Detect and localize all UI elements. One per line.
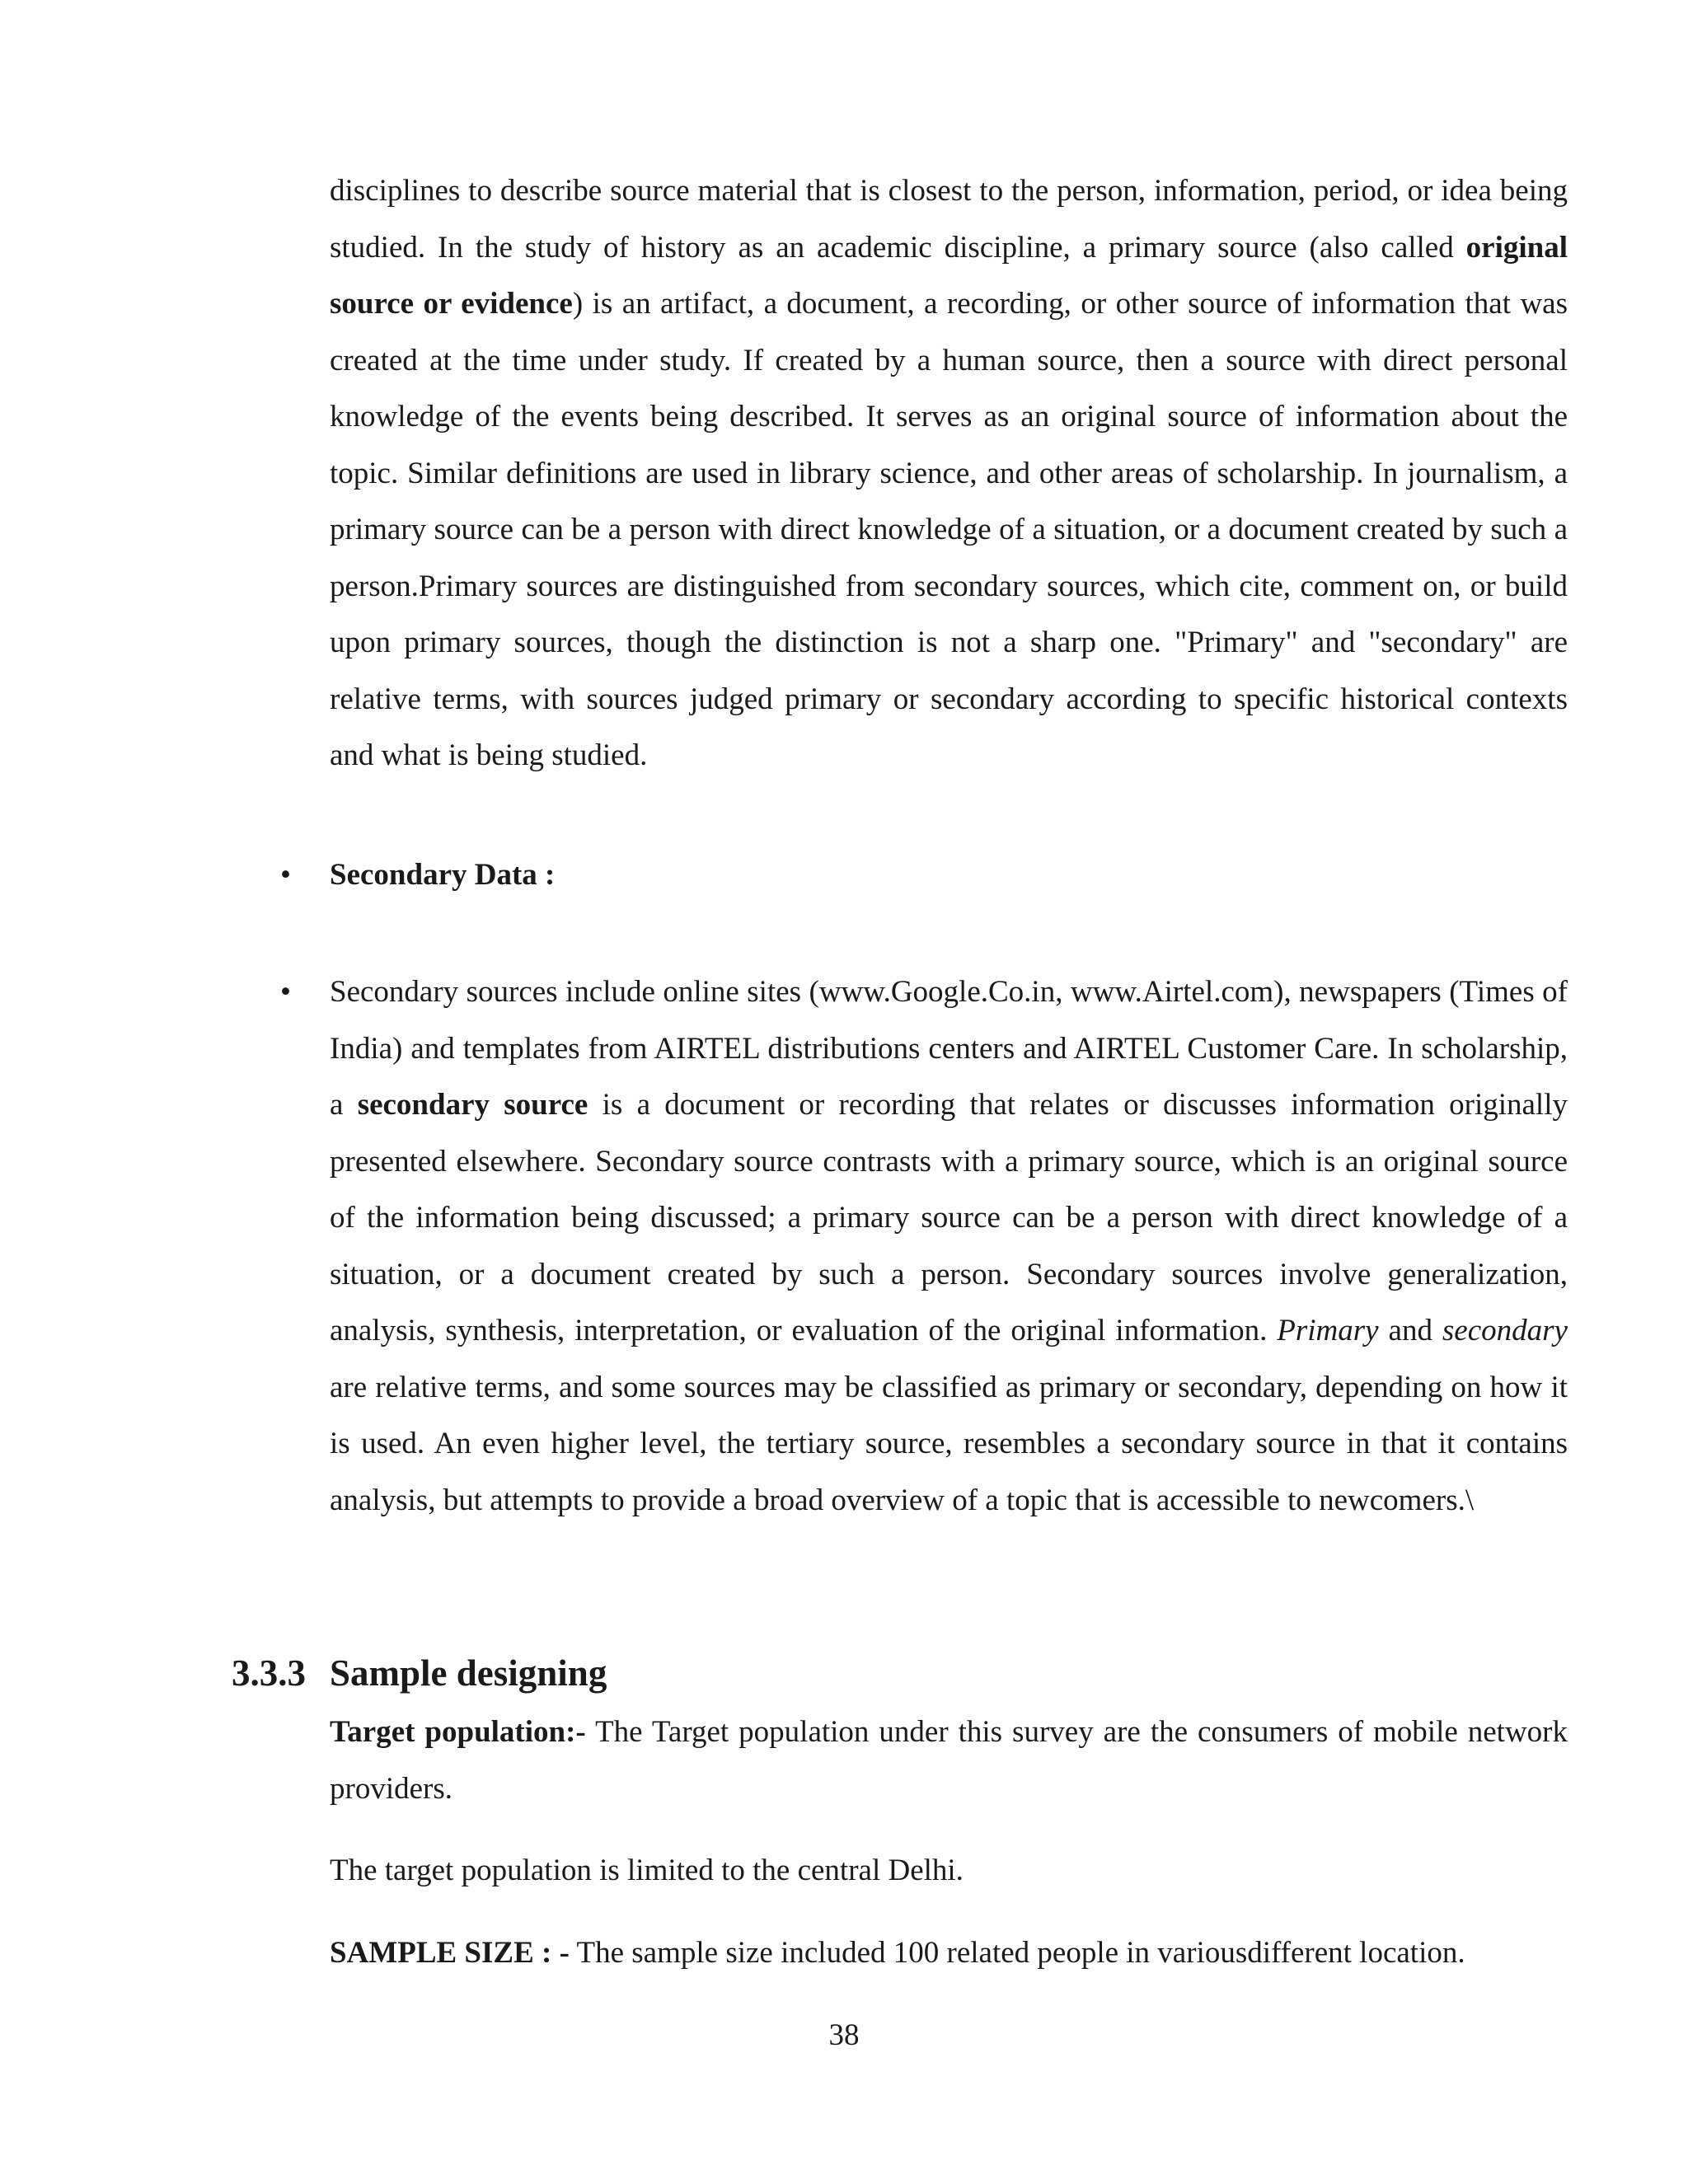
primary-text-1: disciplines to describe source material that is closest to the person, information, period, or idea being studied. In the study of history as an academic discipline, a primary source (also called	[330, 174, 1568, 265]
secondary-text-3: and	[1378, 1314, 1442, 1347]
sample-size-paragraph	[330, 1925, 1568, 1982]
secondary-bold-term: secondary source	[357, 1088, 588, 1122]
target-population-paragraph	[330, 1704, 1568, 1817]
limit-text: The target population is limited to the central Delhi.	[330, 1854, 964, 1887]
primary-source-paragraph	[330, 163, 1568, 785]
target-population-text: The Target population under this survey are the consumers of mobile network providers.	[330, 1715, 1568, 1806]
primary-text-2: ) is an artifact, a document, a recording, or other source of information that was created at the time under study. If created by a human source, then a source with direct personal knowledge of the events being described. It serves as an original source of information about the topic. Similar definitions are used in library science, and other areas of scholarship. In journalism, a primary source can be a person with direct knowledge of a situation, or a document created by such a person.Primary sources are distinguished from secondary sources, which cite, comment on, or build upon primary sources, though the distinction is not a sharp one. "Primary" and "secondary" are relative terms, with sources judged primary or secondary according to specific historical contexts and what is being studied.	[330, 287, 1568, 772]
section-heading	[232, 1645, 607, 1701]
secondary-text-1: Secondary sources include online sites (www.Google.Co.in, www.Airtel.com), newspapers (Times of India) and templates from AIRTEL distributions centers and AIRTEL Customer Care. In scholarship, a	[330, 975, 1568, 1122]
target-population-label: Target population:-	[330, 1715, 586, 1749]
secondary-source-paragraph	[330, 964, 1568, 1529]
secondary-data-heading: Secondary Data :	[330, 858, 556, 892]
section-number: 3.3.3	[232, 1652, 306, 1694]
sample-size-label: SAMPLE SIZE : -	[330, 1936, 570, 1970]
secondary-text-2: is a document or recording that relates or discusses information originally presented elsewhere. Secondary source contrasts with a primary source, which is an original source of the information being discussed; a primary source can be a person with direct knowledge of a situation, or a document created by such a person. Secondary sources involve generalization, analysis, synthesis, interpretation, or evaluation of the original information.	[330, 1088, 1568, 1347]
bullet-icon: •	[280, 975, 291, 1009]
bullet-icon: •	[280, 858, 291, 892]
section-title: Sample designing	[330, 1652, 607, 1694]
limit-paragraph	[330, 1843, 1568, 1900]
page-number: 38	[828, 2018, 860, 2052]
primary-italic: Primary	[1277, 1314, 1379, 1347]
secondary-italic: secondary	[1442, 1314, 1568, 1347]
primary-bold-term: original source or evidence	[330, 230, 1568, 321]
secondary-text-4: are relative terms, and some sources may be classified as primary or secondary, depending on how it is used. An even higher level, the tertiary source, resembles a secondary source in that it contains analysis, but attempts to provide a broad overview of a topic that is accessible to newcomers.\	[330, 1370, 1568, 1517]
sample-size-text: The sample size included 100 related people in variousdifferent location.	[569, 1936, 1465, 1970]
